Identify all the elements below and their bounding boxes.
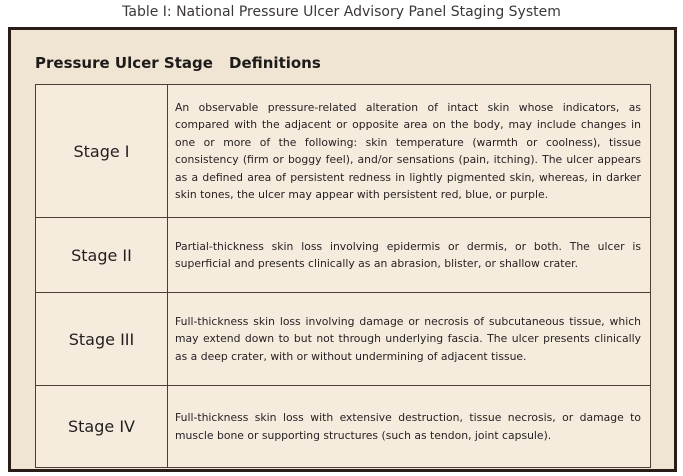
stage-definition-text: An observable pressure-related alteration of intact skin whose indicators, as compared with the adjacent or opposite area on the body, may include changes in one or more of the following: skin temperature (warmth or coolness), tissue consistency (firm or boggy feel), and/or sensations (pain, itching). The ulcer appears as a defined area of persistent redness in lightly pigmented skin, whereas, in darker skin tones, the ulcer may appear with persistent red, blue, or purple. [175,100,641,201]
stage-label: Stage II [36,218,168,292]
stage-label: Stage I [36,85,168,217]
table-header [11,54,674,76]
table-row-stage-3 [36,293,650,386]
table-row-stage-1 [36,85,650,218]
stage-definition-text: Partial-thickness skin loss involving epidermis or dermis, or both. The ulcer is superficial and presents clinically as an abrasion, blister, or shallow crater. [175,239,641,270]
stage-label: Stage III [36,293,168,385]
stage-label: Stage IV [36,386,168,467]
table-caption: Table I: National Pressure Ulcer Advisory Panel Staging System [122,4,561,20]
staging-table [35,84,651,468]
stage-definition [168,85,650,217]
header-pressure-ulcer-stage: Pressure Ulcer Stage [35,54,213,72]
table-row-stage-4 [36,386,650,467]
stage-definition [168,386,650,467]
staging-table-panel [8,27,677,472]
stage-definition [168,293,650,385]
stage-definition-text: Full-thickness skin loss involving damage or necrosis of subcutaneous tissue, which may extend down to but not through underlying fascia. The ulcer presents clinically as a deep crater, with or without undermining of adjacent tissue. [175,314,641,363]
stage-definition [168,218,650,292]
table-row-stage-2 [36,218,650,293]
header-definitions: Definitions [229,54,321,72]
stage-definition-text: Full-thickness skin loss with extensive destruction, tissue necrosis, or damage to muscle bone or supporting structures (such as tendon, joint capsule). [175,411,641,442]
